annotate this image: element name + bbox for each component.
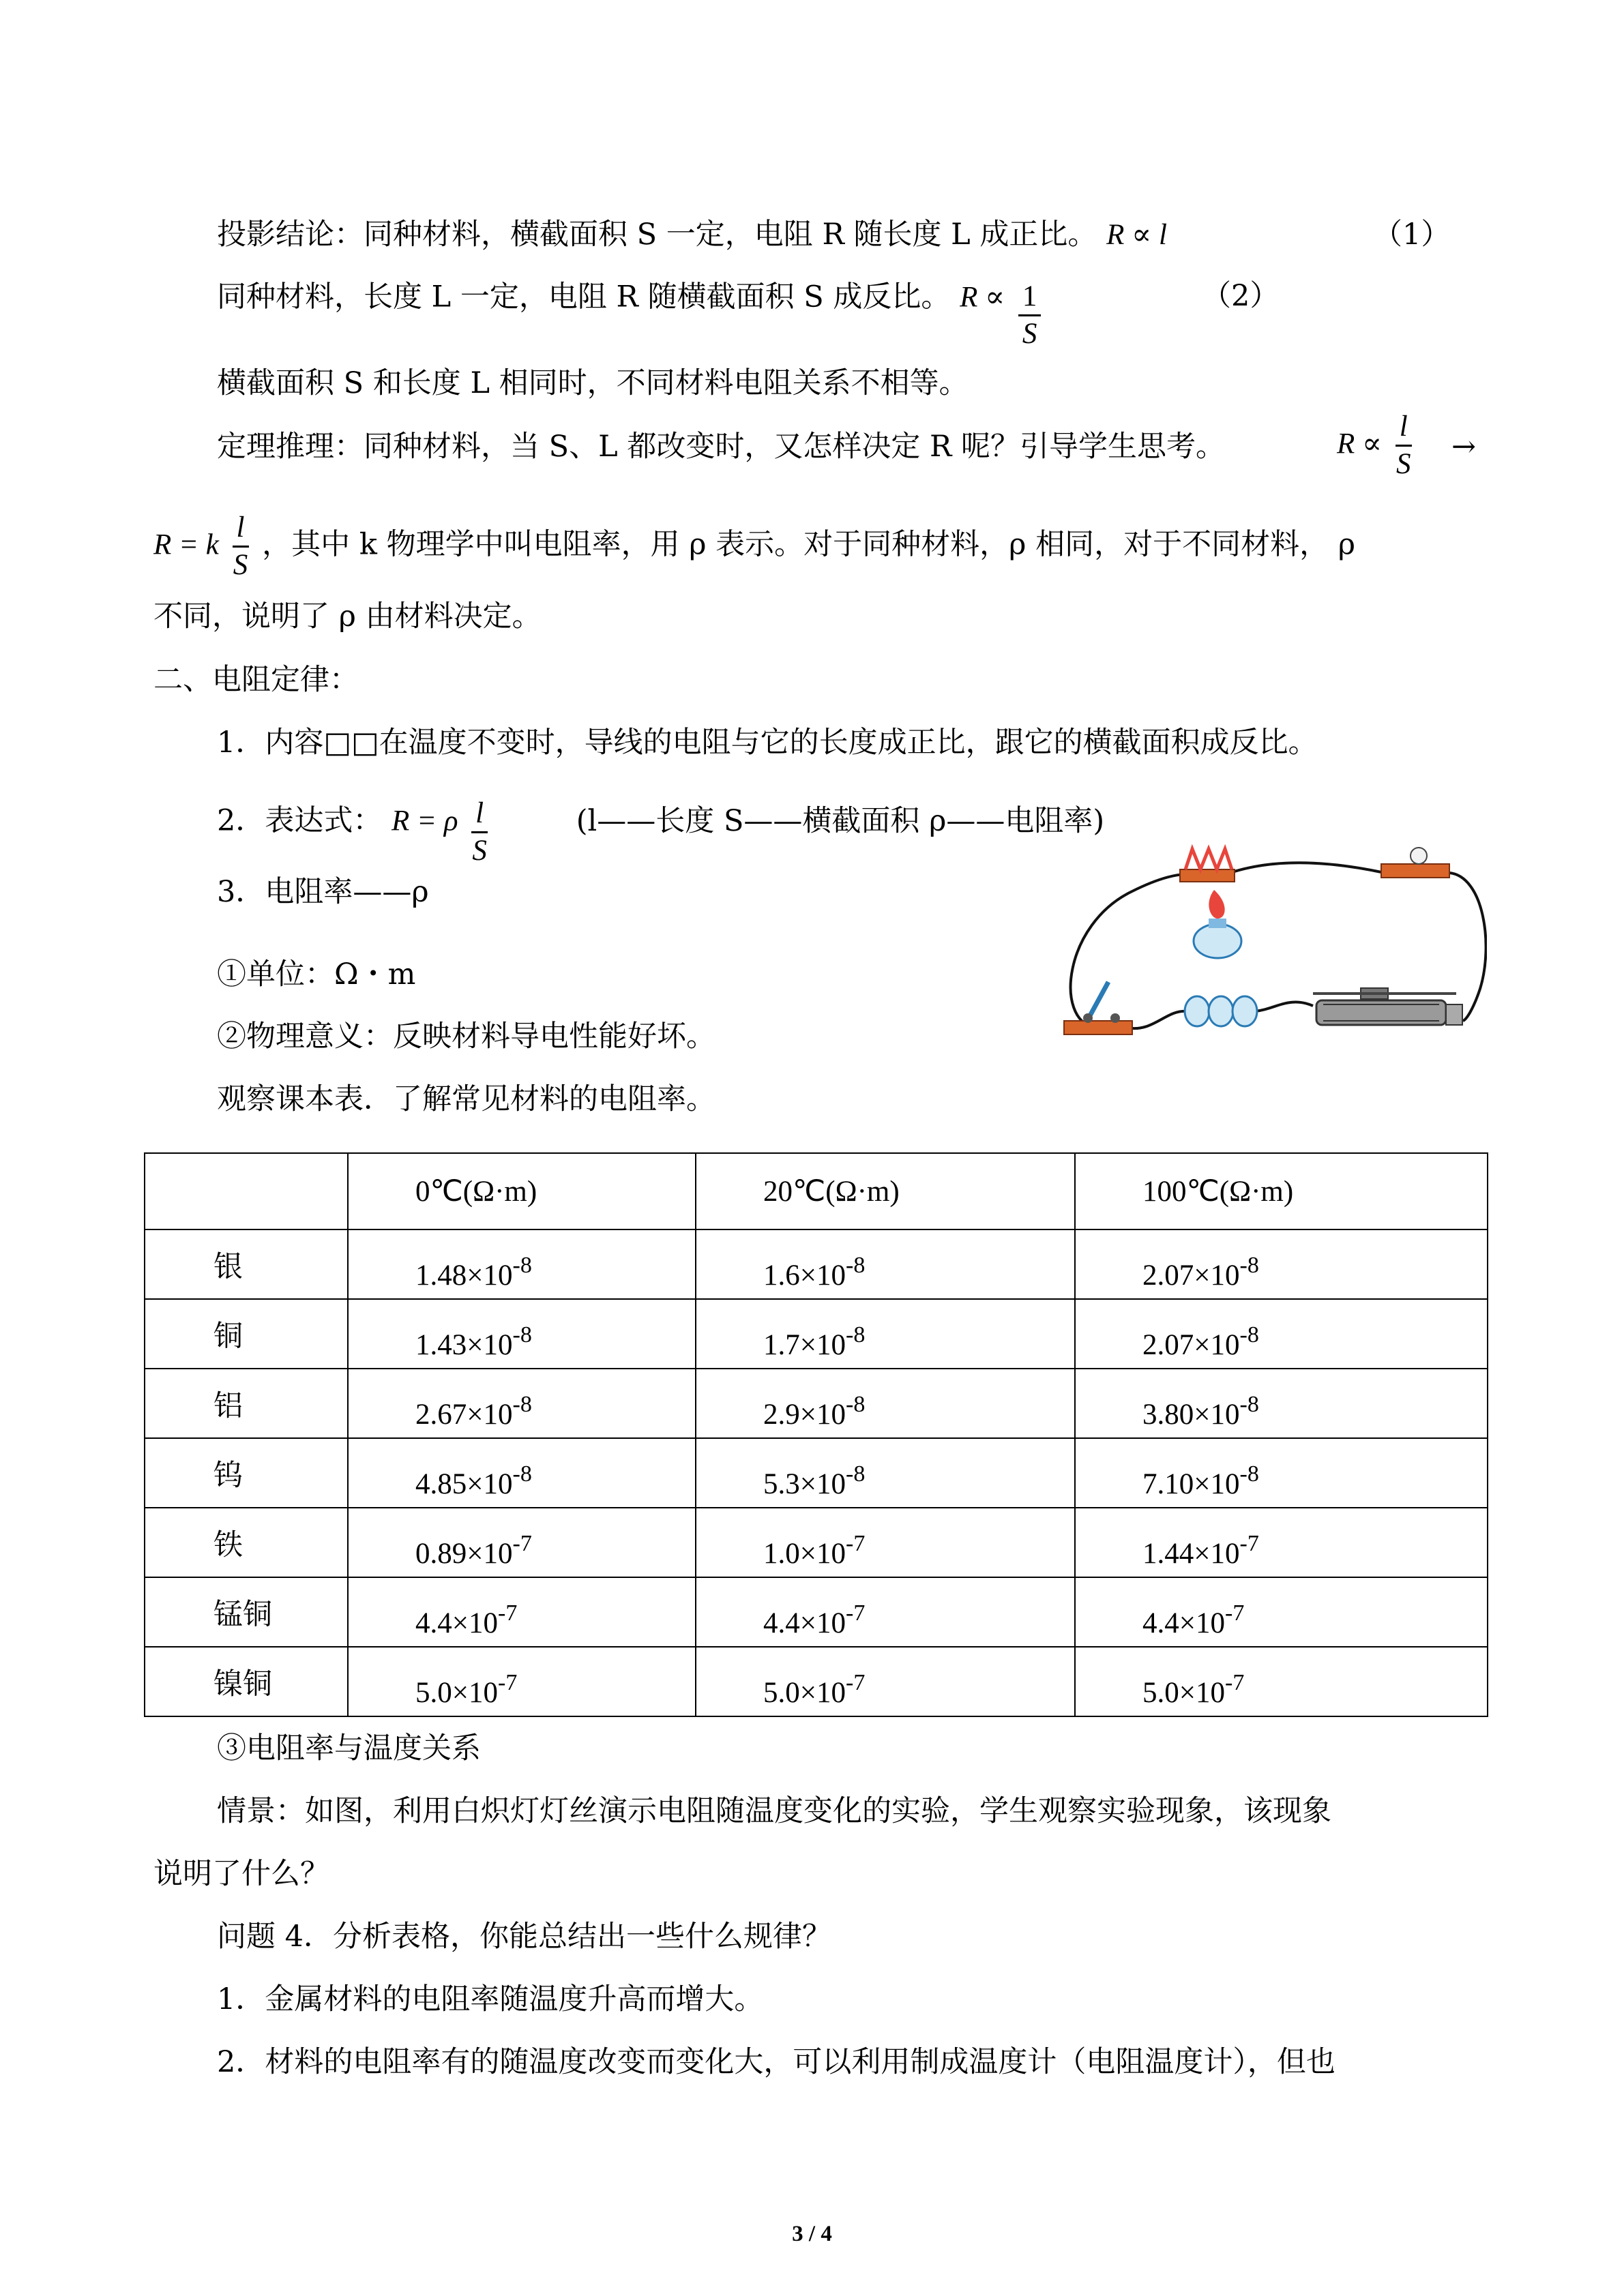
wire-right — [1449, 873, 1486, 1021]
value-cell: $4.4\times 10^{-7}$ — [1075, 1577, 1488, 1647]
law-expression: 2．表达式： R = ρ $\frac{l}{S}$ (l——长度 S——横截面积 ρ——电阻率) — [217, 797, 1105, 867]
table-row — [145, 1438, 1488, 1508]
value-cell: $1.48\times 10^{-8}$ — [348, 1229, 696, 1299]
material-cell: 锰铜 — [145, 1577, 348, 1647]
flame-icon — [1209, 890, 1224, 919]
material-cell: 铁 — [145, 1508, 348, 1577]
value-cell: $4.4\times 10^{-7}$ — [348, 1577, 696, 1647]
section-heading: 二、电阻定律： — [153, 663, 359, 697]
material-cell: 钨 — [145, 1438, 348, 1508]
formula-R-prop-l-over-S: R ∝ $\frac{l}{S}$ — [1337, 411, 1411, 480]
wire-bottom-mid — [1255, 1002, 1313, 1011]
rule-1: 1．金属材料的电阻率随温度升高而增大。 — [217, 1982, 764, 2016]
wire-left — [1071, 874, 1190, 1028]
wire-top — [1224, 863, 1385, 875]
table-row — [145, 1299, 1488, 1369]
bulb-board — [1381, 864, 1449, 878]
value-cell: $2.67\times 10^{-8}$ — [348, 1369, 696, 1438]
conclusion-material: 横截面积 S 和长度 L 相同时，不同材料电阻关系不相等。 — [217, 366, 969, 400]
page-number: 3 / 4 — [792, 2222, 832, 2246]
theorem-reasoning: 定理推理：同种材料，当 S、L 都改变时，又怎样决定 R 呢？引导学生思考。 — [217, 430, 1226, 464]
table-header-row — [145, 1153, 1488, 1229]
resistivity-material: 不同，说明了 ρ 由材料决定。 — [153, 599, 542, 633]
bulb-icon — [1411, 848, 1427, 864]
table-header-20c: 20℃(Ω·m) — [696, 1153, 1075, 1229]
conclusion-length: 投影结论：同种材料，横截面积 S 一定，电阻 R 随长度 L 成正比。 R ∝ l — [217, 218, 1167, 252]
resistivity-table — [144, 1152, 1488, 1717]
equation-number-1: （1） — [1373, 218, 1451, 252]
resistivity-heading: 3．电阻率——ρ — [217, 875, 429, 909]
value-cell: $2.07\times 10^{-8}$ — [1075, 1229, 1488, 1299]
table-row — [145, 1647, 1488, 1716]
table-row — [145, 1508, 1488, 1577]
wire-bottom-left — [1127, 1011, 1187, 1028]
value-cell: $5.0\times 10^{-7}$ — [696, 1647, 1075, 1716]
equation-number-2: （2） — [1202, 279, 1280, 313]
table-header-100c: 100℃(Ω·m) — [1075, 1153, 1488, 1229]
filament-board — [1180, 869, 1235, 882]
value-cell: $5.0\times 10^{-7}$ — [1075, 1647, 1488, 1716]
value-cell: $4.85\times 10^{-8}$ — [348, 1438, 696, 1508]
rule-2: 2．材料的电阻率有的随温度改变而变化大，可以利用制成温度计（电阻温度计），但也 — [217, 2045, 1335, 2079]
value-cell: $2.9\times 10^{-8}$ — [696, 1369, 1075, 1438]
question-4: 问题 4．分析表格，你能总结出一些什么规律？ — [217, 1920, 832, 1954]
value-cell: $1.43\times 10^{-8}$ — [348, 1299, 696, 1369]
switch-board — [1064, 1021, 1132, 1034]
material-cell: 银 — [145, 1229, 348, 1299]
rheostat-icon — [1313, 988, 1462, 1025]
alcohol-lamp-icon — [1194, 924, 1241, 958]
filament-icon — [1185, 849, 1232, 869]
resistivity-unit: ①单位：Ω・m — [217, 957, 416, 992]
value-cell: $5.0\times 10^{-7}$ — [348, 1647, 696, 1716]
arrow-icon: → — [1451, 430, 1477, 464]
observe-table: 观察课本表．了解常见材料的电阻率。 — [217, 1082, 715, 1116]
material-cell: 铜 — [145, 1299, 348, 1369]
table-header-empty — [145, 1153, 348, 1229]
scenario-question: 说明了什么？ — [153, 1857, 329, 1891]
table-row — [145, 1229, 1488, 1299]
circuit-illustration — [1050, 842, 1487, 1054]
resistivity-definition: R = k $\frac{l}{S}$ ，其中 k 物理学中叫电阻率，用 ρ 表示。对于同种材料，ρ 相同，对于不同材料， ρ — [153, 511, 1356, 581]
scenario-text: 情景：如图，利用白炽灯灯丝演示电阻随温度变化的实验，学生观察实验现象，该现象 — [217, 1794, 1331, 1828]
table-row — [145, 1369, 1488, 1438]
table-row — [145, 1577, 1488, 1647]
value-cell: $3.80\times 10^{-8}$ — [1075, 1369, 1488, 1438]
material-cell: 镍铜 — [145, 1647, 348, 1716]
conclusion-area: 同种材料，长度 L 一定，电阻 R 随横截面积 S 成反比。 R ∝ $\frac{1}{S}$ — [217, 263, 1045, 336]
fraction-1-over-S: $\frac{1}{S}$ — [1018, 279, 1042, 352]
value-cell: $1.7\times 10^{-8}$ — [696, 1299, 1075, 1369]
value-cell: $7.10\times 10^{-8}$ — [1075, 1438, 1488, 1508]
value-cell: $0.89\times 10^{-7}$ — [348, 1508, 696, 1577]
switch-lever-icon — [1088, 982, 1108, 1019]
value-cell: $2.07\times 10^{-8}$ — [1075, 1299, 1488, 1369]
value-cell: $1.0\times 10^{-7}$ — [696, 1508, 1075, 1577]
law-content: 1．内容□□在温度不变时，导线的电阻与它的长度成正比，跟它的横截面积成反比。 — [217, 726, 1318, 760]
value-cell: $1.6\times 10^{-8}$ — [696, 1229, 1075, 1299]
resistivity-meaning: ②物理意义：反映材料导电性能好坏。 — [217, 1019, 715, 1054]
table-header-0c: 0℃(Ω·m) — [348, 1153, 696, 1229]
battery-icon — [1185, 996, 1257, 1026]
value-cell: $4.4\times 10^{-7}$ — [696, 1577, 1075, 1647]
material-cell: 铝 — [145, 1369, 348, 1438]
temperature-relation: ③电阻率与温度关系 — [217, 1731, 481, 1765]
value-cell: $5.3\times 10^{-8}$ — [696, 1438, 1075, 1508]
value-cell: $1.44\times 10^{-7}$ — [1075, 1508, 1488, 1577]
